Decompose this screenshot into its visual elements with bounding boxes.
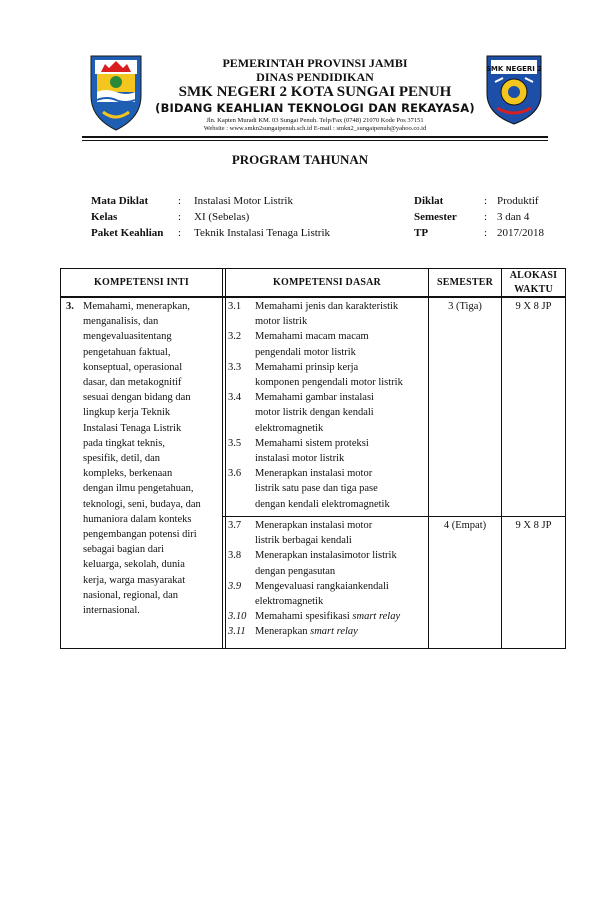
kd-description: [255, 609, 428, 624]
kd-item: [228, 466, 428, 512]
school-logo-text: SMK NEGERI 2: [485, 65, 543, 73]
header-semester: SEMESTER: [436, 277, 494, 288]
kd-item: [228, 579, 428, 609]
kd-number: 3.10: [228, 611, 247, 623]
info-value-tp: 2017/2018: [497, 227, 545, 239]
kd-line: dengan pengasutan: [255, 565, 336, 577]
letterhead-school-name: SMK NEGERI 2 KOTA SUNGAI PENUH: [178, 84, 452, 100]
info-colon: :: [484, 211, 488, 223]
kd-description: [255, 299, 428, 329]
kd-line: Memahami jenis dan karakteristik: [255, 301, 399, 312]
ki-line: teknologi, seni, budaya, dan: [83, 498, 201, 510]
info-colon: :: [178, 211, 182, 223]
kd-line: elektromagnetik: [255, 595, 324, 607]
kd-item: [228, 624, 428, 639]
kd-line: komponen pengendali motor listrik: [255, 376, 403, 388]
info-colon: :: [178, 227, 182, 239]
table-border-right: [565, 268, 566, 649]
school-logo: [483, 52, 545, 126]
kd-item: [228, 360, 428, 390]
kd-number: 3.4: [228, 392, 242, 404]
kd-number: 3.6: [228, 468, 242, 480]
kd-number: 3.1: [228, 301, 242, 312]
kd-line: Mengevaluasi rangkaiankendali: [255, 580, 389, 592]
kd-line: motor listrik: [255, 316, 308, 328]
info-value-kelas: XI (Sebelas): [194, 211, 250, 223]
ki-line: menganalisis, dan: [83, 316, 159, 328]
kd-group-semester-4: [228, 518, 428, 640]
letterhead-address: Jln. Kapten Muradi KM. 03 Sungai Penuh. Telp/Fax (0748) 21070 Kode Pos 37151: [206, 117, 424, 124]
ki-line: sebagai bagian dari: [83, 544, 165, 556]
kd-description: [255, 466, 428, 512]
kd-line: Memahami sistem proteksi: [255, 437, 369, 449]
alokasi-value: 9 X 8 JP: [515, 301, 552, 312]
kd-description: [255, 579, 428, 609]
ki-line: dengan ilmu pengetahuan,: [83, 483, 194, 495]
ki-line: nasional, regional, dan: [83, 589, 179, 601]
kd-line: Menerapkan instalasi motor: [255, 520, 373, 531]
table-col-divider: [225, 268, 226, 649]
letterhead-rule-thin: [82, 140, 548, 141]
kd-group-semester-3: [228, 299, 428, 512]
kd-line: Menerapkan smart relay: [255, 626, 358, 638]
letterhead-province: PEMERINTAH PROVINSI JAMBI: [222, 56, 408, 70]
kd-item: [228, 329, 428, 359]
table-border-bottom: [60, 648, 566, 649]
info-label-mata-diklat: Mata Diklat: [91, 195, 149, 207]
info-value-diklat: Produktif: [497, 195, 539, 207]
header-kompetensi-inti: KOMPETENSI INTI: [94, 277, 189, 288]
kd-description: [255, 390, 428, 436]
kd-description: [255, 329, 428, 359]
ki-line: Instalasi Tenaga Listrik: [83, 422, 182, 434]
kd-number: 3.11: [228, 626, 246, 638]
kd-line: Memahami spesifikasi smart relay: [255, 611, 401, 623]
kd-line: listrik satu pase dan tiga pase: [255, 483, 378, 495]
ki-description: [83, 299, 221, 618]
kd-line: Menerapkan instalasi motor: [255, 468, 373, 480]
table-border-top: [60, 268, 566, 269]
kd-item: [228, 390, 428, 436]
ki-line: internasional.: [83, 605, 140, 617]
letterhead-field: (BIDANG KEAHLIAN TEKNOLOGI DAN REKAYASA): [155, 101, 475, 115]
ki-number: 3.: [66, 301, 74, 312]
kd-number: 3.5: [228, 437, 242, 449]
ki-line: humaniora dalam konteks: [83, 513, 192, 525]
kd-number: 3.3: [228, 361, 242, 373]
kd-line: Memahami macam macam: [255, 331, 369, 343]
ki-line: pada tingkat teknis,: [83, 437, 165, 449]
kd-line: listrik berbagai kendali: [255, 535, 352, 547]
kd-item: [228, 518, 428, 548]
kd-item: [228, 609, 428, 624]
ki-line: konseptual, operasional: [83, 361, 183, 373]
kd-line: instalasi motor listrik: [255, 452, 345, 464]
semester-value: 3 (Tiga): [448, 301, 482, 312]
ki-line: Memahami, menerapkan,: [83, 301, 190, 312]
ki-line: mengevaluasitentang: [83, 331, 172, 343]
kd-description: [255, 436, 428, 466]
ki-line: lingkup kerja Teknik: [83, 407, 171, 419]
table-col-divider: [501, 268, 502, 649]
kd-item: [228, 436, 428, 466]
letterhead-department: DINAS PENDIDIKAN: [256, 70, 374, 84]
ki-line: keluarga, sekolah, dunia: [83, 559, 185, 571]
ki-line: pengetahuan faktual,: [83, 346, 171, 358]
header-kompetensi-dasar: KOMPETENSI DASAR: [273, 277, 381, 288]
info-label-paket-keahlian: Paket Keahlian: [91, 227, 164, 239]
table-header-rule: [60, 296, 566, 298]
table-col-divider: [428, 268, 429, 649]
kd-number: 3.7: [228, 520, 242, 531]
ki-line: kompleks, berkenaan: [83, 468, 173, 480]
page-title: PROGRAM TAHUNAN: [231, 152, 369, 167]
kd-item: [228, 548, 428, 578]
info-label-diklat: Diklat: [414, 195, 444, 207]
info-value-paket-keahlian: Teknik Instalasi Tenaga Listrik: [194, 227, 331, 239]
ki-line: pengembangan potensi diri: [83, 529, 197, 541]
header-alokasi: ALOKASI: [509, 270, 558, 281]
kd-line: Memahami prinsip kerja: [255, 361, 359, 373]
ki-line: spesifik, detil, dan: [83, 453, 160, 465]
kd-number: 3.2: [228, 331, 242, 343]
alokasi-value: 9 X 8 JP: [515, 520, 552, 531]
provincial-emblem-logo: [87, 52, 145, 132]
info-label-semester: Semester: [414, 211, 457, 223]
ki-line: kerja, warga masyarakat: [83, 574, 186, 586]
kd-description: [255, 360, 428, 390]
table-col-divider: [222, 268, 223, 649]
kd-description: [255, 624, 428, 639]
info-colon: :: [484, 195, 488, 207]
info-value-mata-diklat: Instalasi Motor Listrik: [194, 195, 293, 207]
semester-value: 4 (Empat): [443, 520, 487, 531]
ki-line: sesuai dengan bidang dan: [83, 392, 191, 404]
letterhead-contact: Website : www.smkn2sungaipenuh.sch.id E-mail : smkn2_sungaipenuh@yahoo.co.id: [203, 125, 427, 132]
ki-line: dasar, dan metakognitif: [83, 377, 182, 389]
kd-item: [228, 299, 428, 329]
table-group-separator: [222, 516, 566, 517]
info-colon: :: [178, 195, 182, 207]
kd-number: 3.9: [228, 580, 242, 592]
kd-line: elektromagnetik: [255, 422, 324, 434]
header-waktu: WAKTU: [514, 284, 553, 295]
kd-line: Memahami gambar instalasi: [255, 392, 374, 404]
info-value-semester: 3 dan 4: [497, 211, 530, 223]
kd-line: motor listrik dengan kendali: [255, 407, 374, 419]
letterhead-rule-thick: [82, 136, 548, 138]
kd-line: Menerapkan instalasimotor listrik: [255, 550, 397, 562]
table-border-left: [60, 268, 61, 649]
kd-description: [255, 518, 428, 548]
info-colon: :: [484, 227, 488, 239]
kd-number: 3.8: [228, 550, 242, 562]
kd-line: pengendali motor listrik: [255, 346, 356, 358]
kd-description: [255, 548, 428, 578]
kd-line: dengan kendali elektromagnetik: [255, 498, 390, 510]
info-label-kelas: Kelas: [91, 211, 118, 223]
info-label-tp: TP: [414, 227, 429, 239]
